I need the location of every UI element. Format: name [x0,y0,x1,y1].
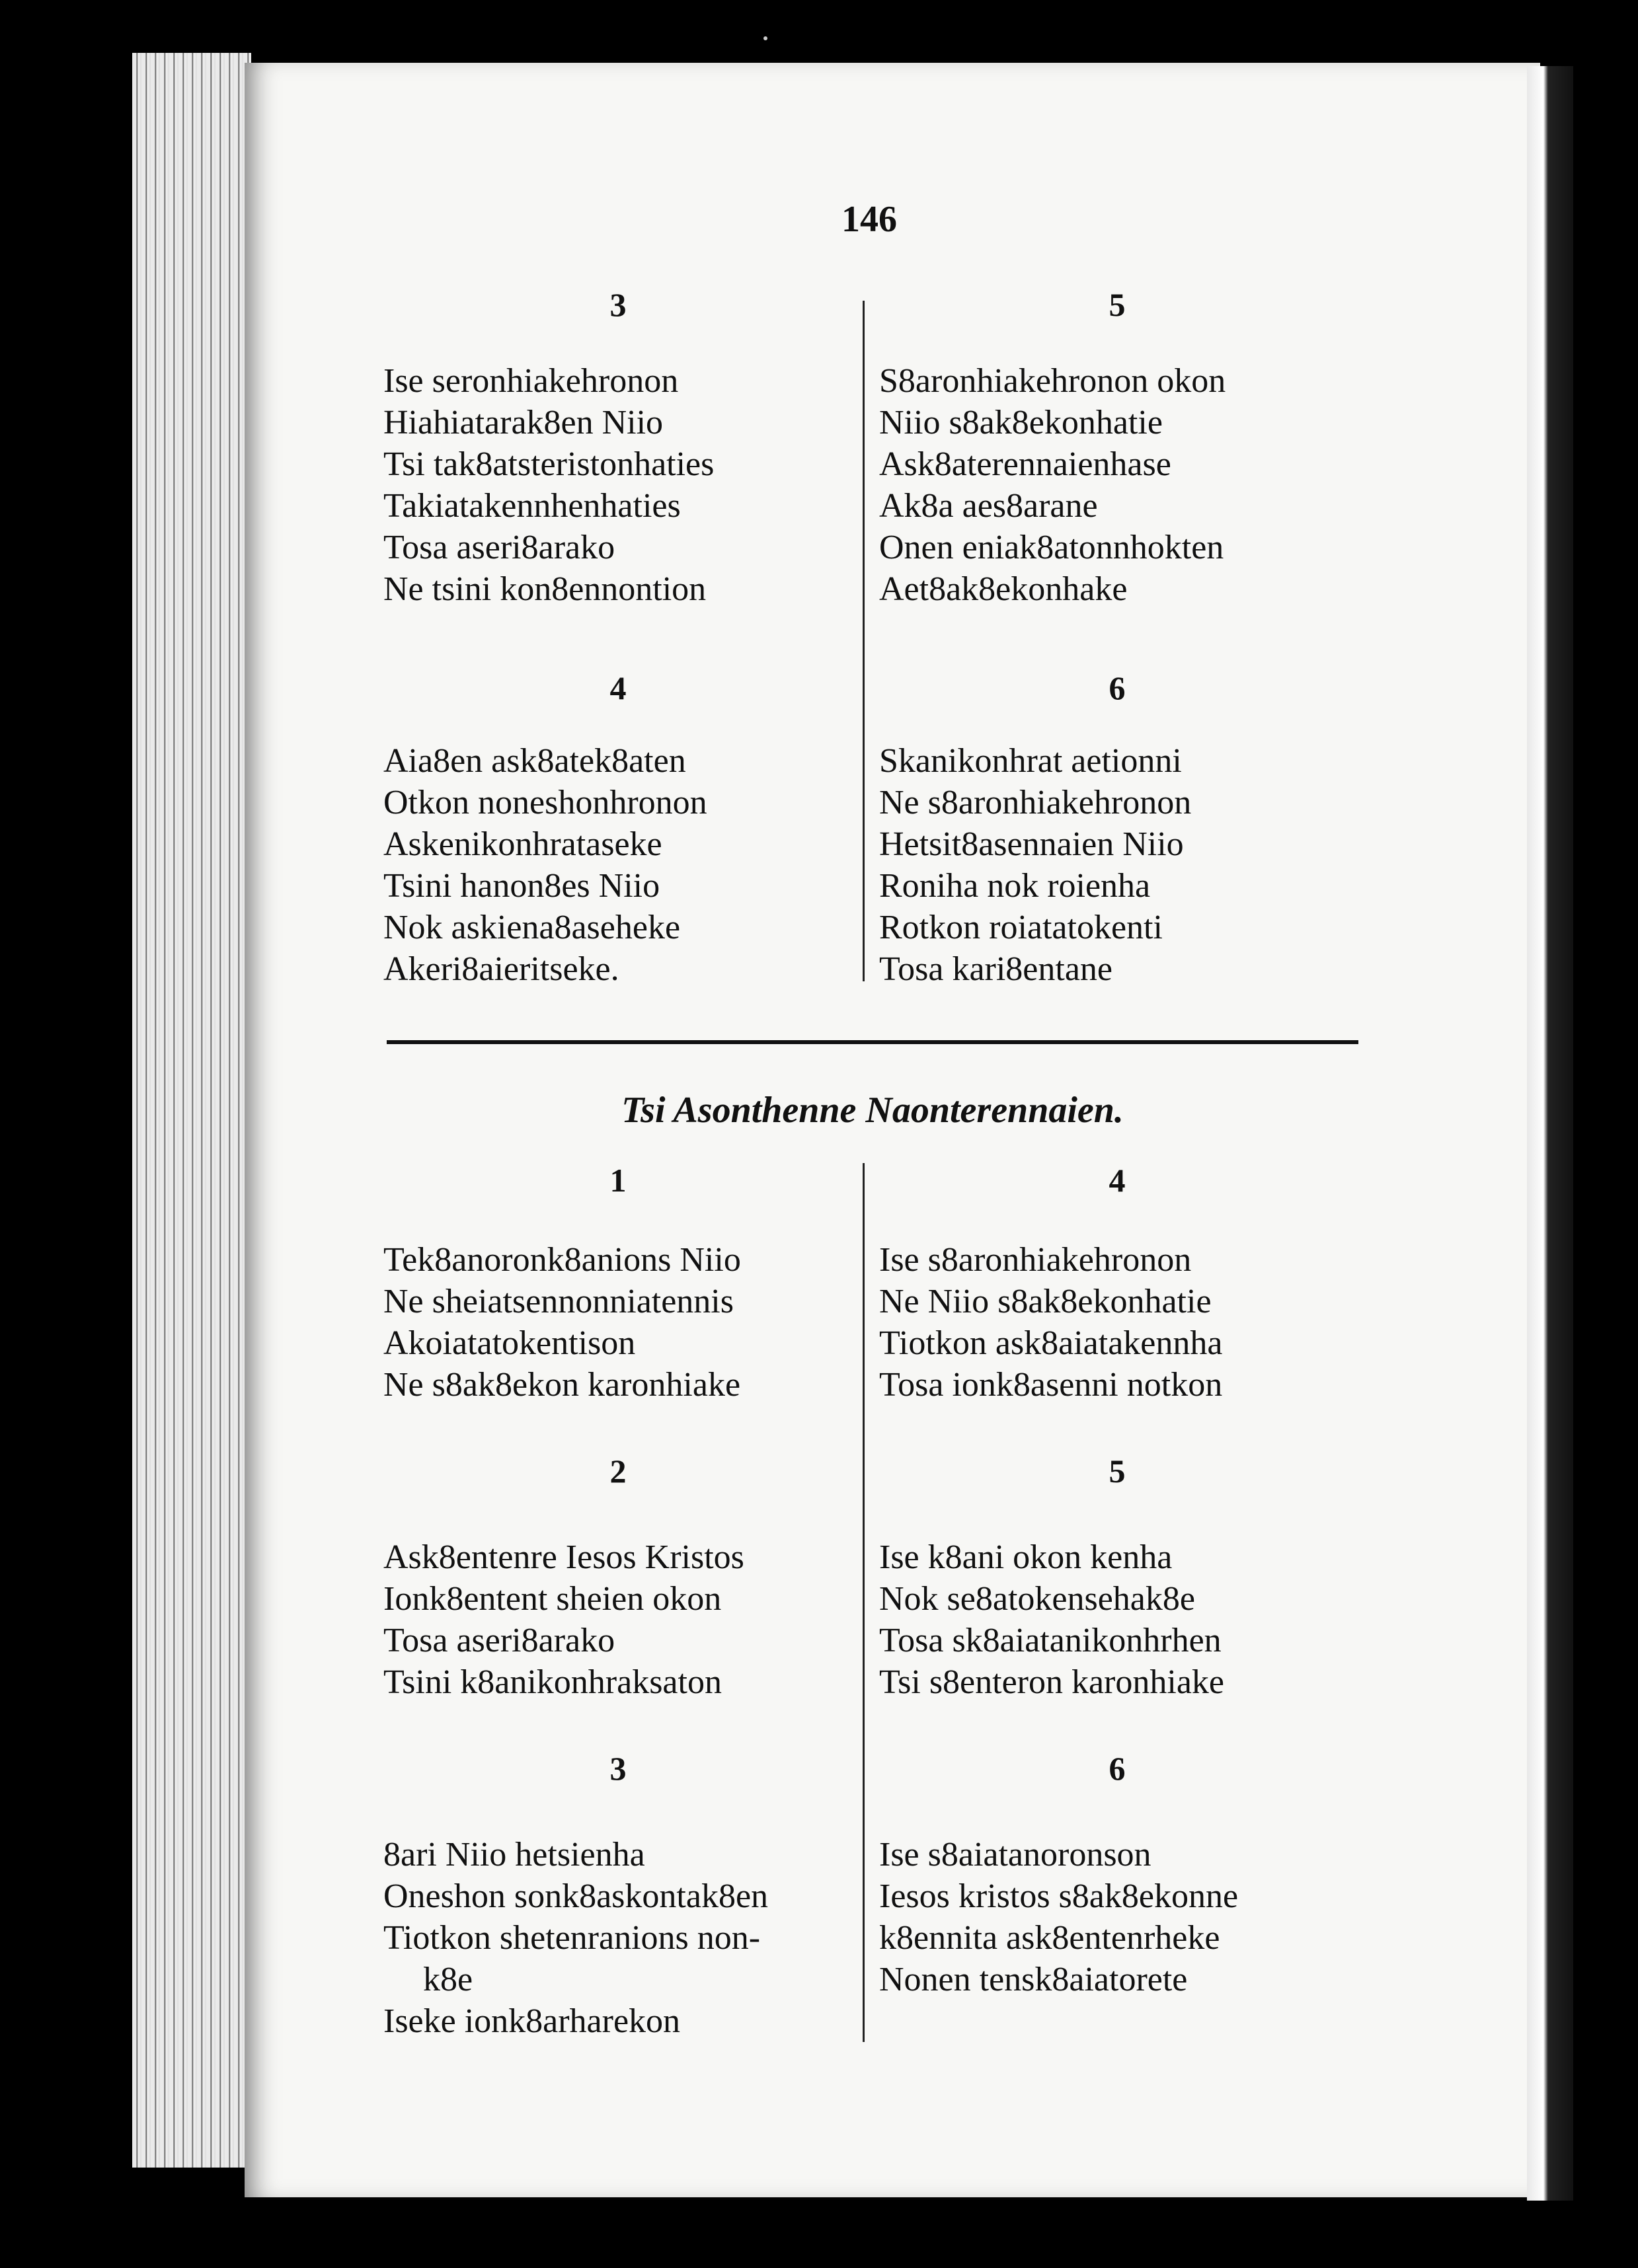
verse-line: Tosa aseri8arako [383,1622,615,1659]
verse-line: Tsini k8anikonhraksaton [383,1663,722,1701]
verse-line: Ask8aterennaienhase [879,445,1171,483]
verse-line: Aet8ak8ekonhake [879,570,1128,608]
verse-line: k8e [423,1961,473,1998]
verse-line: Nok se8atokensehak8e [879,1580,1195,1618]
verse-line: Tosa ionk8asenni notkon [879,1366,1223,1404]
verse-line: Skanikonhrat aetionni [879,742,1182,780]
verse-lines [383,740,707,990]
verse-line: 8ari Niio hetsienha [383,1836,645,1873]
page-number: 146 [841,199,897,240]
verse-number: 5 [1109,1453,1126,1490]
verse-lines [879,1834,1238,2000]
verse-line: Niio s8ak8ekonhatie [879,404,1163,441]
verse-line: Rotkon roiatatokenti [879,909,1163,946]
section-rule [387,1040,1358,1044]
verse-lines [879,360,1226,610]
verse-number: 6 [1109,669,1126,706]
column-divider [863,301,865,981]
verse-line: Ise s8aronhiakehronon [879,1241,1192,1279]
verse-line: Takiatakennhenhaties [383,487,681,525]
verse-line: Hiahiatarak8en Niio [383,404,664,441]
verse-lines [383,360,714,610]
verse-line: Askenikonhrataseke [383,825,662,863]
verse-line: Ne tsini kon8ennontion [383,570,707,608]
section-title: Tsi Asonthenne Naonterennaien. [621,1090,1124,1131]
verse-number: 6 [1109,1750,1126,1787]
verse-line: Tsi tak8atsteristonhaties [383,445,715,483]
verse-line: Tosa kari8entane [879,950,1112,988]
verse-lines [879,740,1191,990]
verse-line: Tiotkon ask8aiatakennha [879,1324,1223,1362]
verse-line: Hetsit8asennaien Niio [879,825,1184,863]
verse-lines [879,1239,1222,1406]
verse-line: Tsi s8enteron karonhiake [879,1663,1224,1701]
verse-line: Oneshon sonk8askontak8en [383,1877,769,1915]
verse-line: Ise s8aiatanoronson [879,1836,1151,1873]
verse-line: Iesos kristos s8ak8ekonne [879,1877,1239,1915]
verse-number: 4 [1109,1162,1126,1199]
book-spine-edge [132,53,251,2168]
verse-line: Ne sheiatsennonniatennis [383,1283,734,1320]
verse-line: Nonen tensk8aiatorete [879,1961,1188,1998]
verse-line: Akoiatatokentison [383,1324,636,1362]
verse-line: Tiotkon shetenranions non- [383,1919,761,1957]
verse-lines [383,1834,768,2042]
verse-line: Akeri8aieritseke. [383,950,619,988]
verse-line: Onen eniak8atonnhokten [879,529,1224,566]
verse-line: Tsini hanon8es Niio [383,867,660,905]
verse-line: Ne s8aronhiakehronon [879,784,1192,821]
verse-line: S8aronhiakehronon okon [879,362,1226,400]
verse-number: 4 [609,669,627,706]
verse-line: Ne Niio s8ak8ekonhatie [879,1283,1212,1320]
verse-line: Ak8a aes8arane [879,487,1098,525]
verse-line: Ise seronhiakehronon [383,362,679,400]
verse-line: Otkon noneshonhronon [383,784,707,821]
verse-lines [879,1536,1224,1703]
verse-line: Aia8en ask8atek8aten [383,742,686,780]
scan-speck [763,36,767,40]
verse-line: Ne s8ak8ekon karonhiake [383,1366,741,1404]
verse-line: Roniha nok roienha [879,867,1151,905]
verse-number: 2 [609,1453,627,1490]
verse-line: Ionk8entent sheien okon [383,1580,722,1618]
verse-line: Ask8entenre Iesos Kristos [383,1538,744,1576]
verse-lines [383,1536,744,1703]
verse-number: 5 [1109,286,1126,323]
verse-number: 1 [609,1162,627,1199]
verse-line: Tosa sk8aiatanikonhrhen [879,1622,1222,1659]
verse-lines [383,1239,741,1406]
verse-line: Iseke ionk8arharekon [383,2002,681,2040]
verse-line: Nok askiena8aseheke [383,909,681,946]
column-divider [863,1163,865,2042]
page-right-edge [1527,66,1573,2201]
verse-line: Tek8anoronk8anions Niio [383,1241,741,1279]
verse-line: Ise k8ani okon kenha [879,1538,1173,1576]
verse-number: 3 [609,286,627,323]
verse-number: 3 [609,1750,627,1787]
verse-line: Tosa aseri8arako [383,529,615,566]
verse-line: k8ennita ask8entenrheke [879,1919,1220,1957]
